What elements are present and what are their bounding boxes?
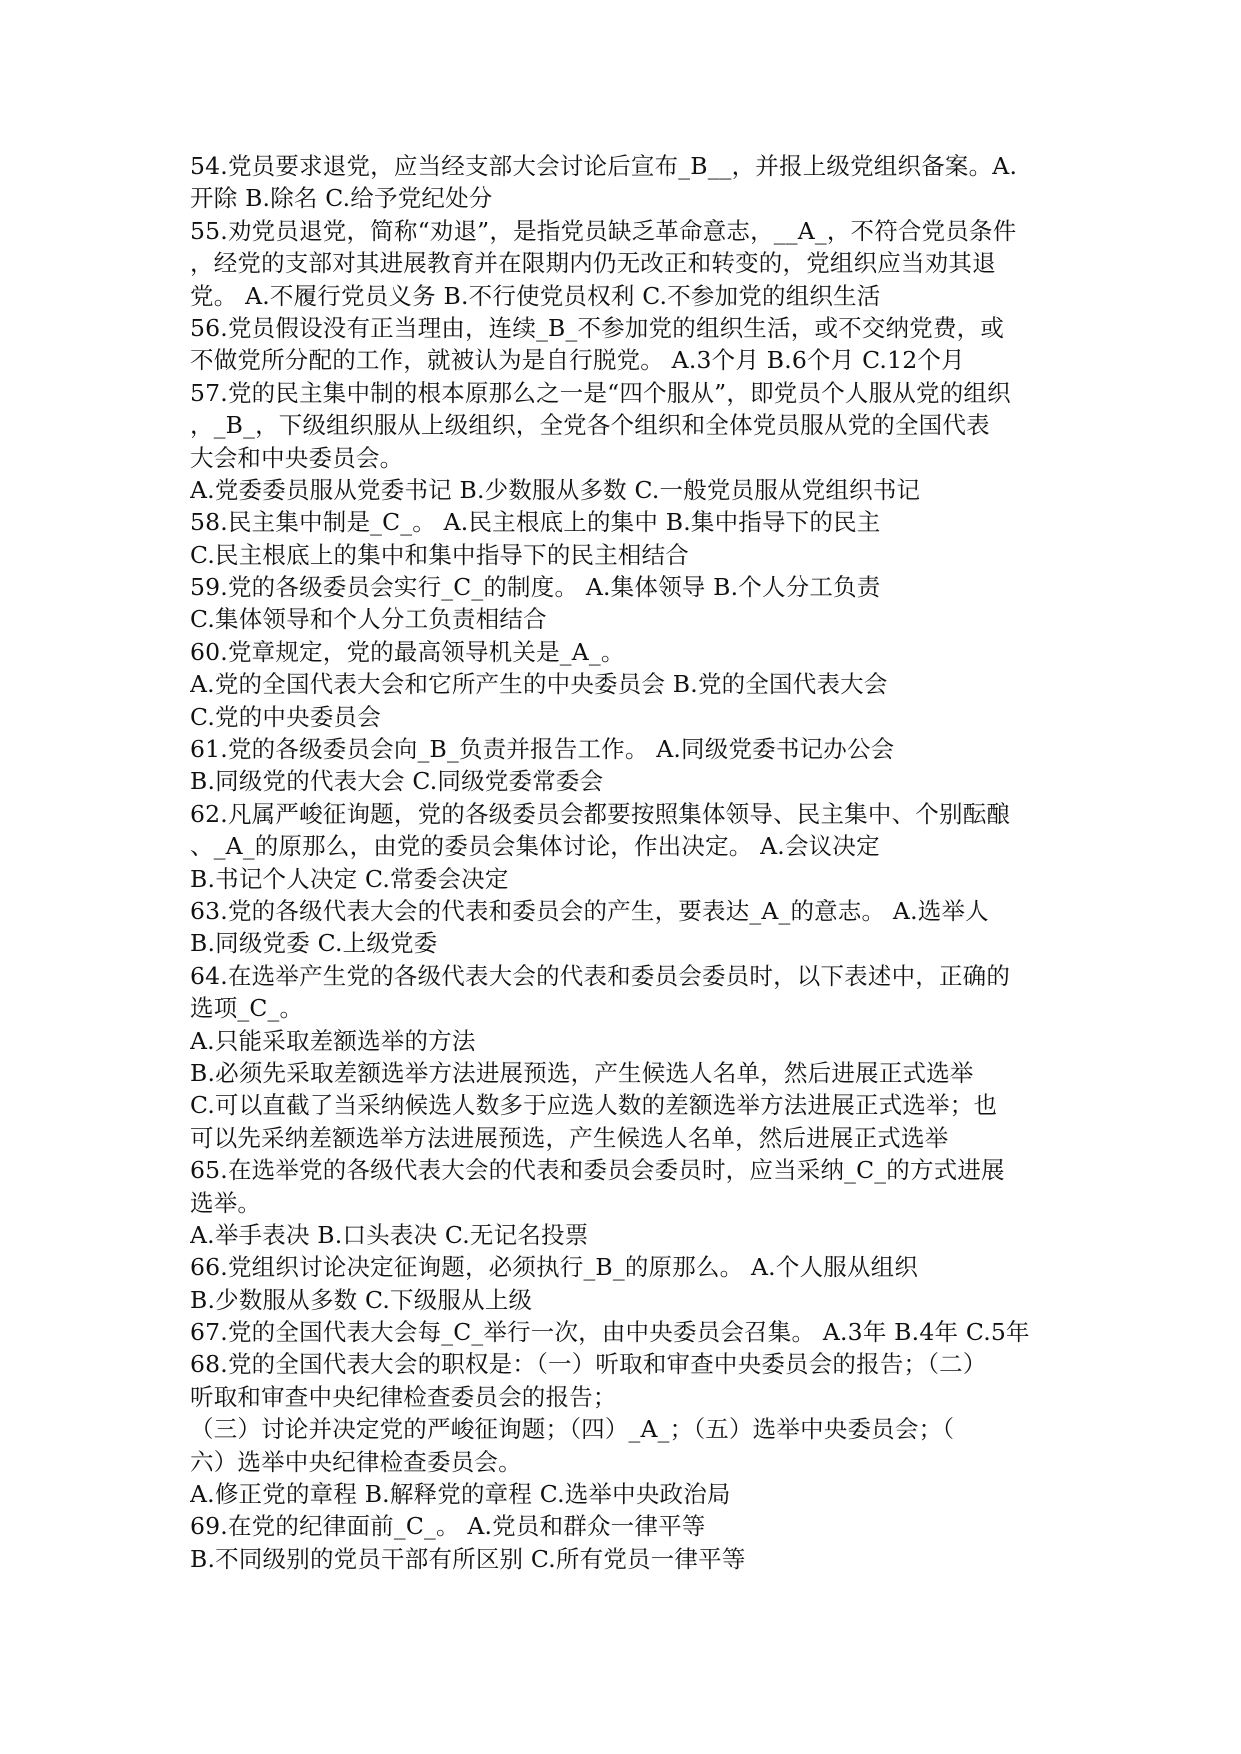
text-line: ，经党的支部对其进展教育并在限期内仍无改正和转变的，党组织应当劝其退 xyxy=(190,249,996,278)
text-line: 69.在党的纪律面前_C_。 A.党员和群众一律平等 xyxy=(190,1512,706,1541)
text-line: 可以先采纳差额选举方法进展预选，产生候选人名单，然后进展正式选举 xyxy=(190,1123,949,1152)
text-line: A.党的全国代表大会和它所产生的中央委员会 B.党的全国代表大会 xyxy=(190,670,888,699)
text-line: 65.在选举党的各级代表大会的代表和委员会委员时，应当采纳_C_的方式进展 xyxy=(190,1156,1005,1185)
text-line: 63.党的各级代表大会的代表和委员会的产生，要表达_A_的意志。 A.选举人 xyxy=(190,896,989,925)
text-line: B.同级党委 C.上级党委 xyxy=(190,929,438,958)
text-line: A.修正党的章程 B.解释党的章程 C.选举中央政治局 xyxy=(190,1480,731,1509)
text-line: 66.党组织讨论决定征询题，必须执行_B_的原那么。 A.个人服从组织 xyxy=(190,1253,919,1282)
text-line: 62.凡属严峻征询题，党的各级委员会都要按照集体领导、民主集中、个别酝酿 xyxy=(190,799,1011,828)
text-line: ，_B_，下级组织服从上级组织，全党各个组织和全体党员服从党的全国代表 xyxy=(190,411,990,440)
text-line: B.不同级别的党员干部有所区别 C.所有党员一律平等 xyxy=(190,1544,746,1573)
text-line: C.党的中央委员会 xyxy=(190,702,381,731)
text-line: 54.党员要求退党，应当经支部大会讨论后宣布_B__，并报上级党组织备案。A. xyxy=(190,152,1018,180)
text-line: （三）讨论并决定党的严峻征询题；（四）_A_；（五）选举中央委员会；（ xyxy=(190,1415,955,1444)
text-line: B.少数服从多数 C.下级服从上级 xyxy=(190,1285,533,1314)
text-line: C.集体领导和个人分工负责相结合 xyxy=(190,605,547,634)
text-line: C.可以直截了当采纳候选人数多于应选人数的差额选举方法进展正式选举；也 xyxy=(190,1091,998,1120)
text-line: 55.劝党员退党，简称“劝退”，是指党员缺乏革命意志，__A_，不符合党员条件 xyxy=(190,216,1017,245)
text-line: 六）选举中央纪律检查委员会。 xyxy=(190,1447,522,1476)
text-line: 68.党的全国代表大会的职权是：（一）听取和审查中央委员会的报告；（二） xyxy=(190,1350,987,1379)
text-line: 开除 B.除名 C.给予党纪处分 xyxy=(190,184,493,213)
text-line: 64.在选举产生党的各级代表大会的代表和委员会委员时，以下表述中，正确的 xyxy=(190,961,1011,990)
text-line: 不做党所分配的工作，就被认为是自行脱党。 A.3个月 B.6个月 C.12个月 xyxy=(190,346,965,375)
text-line: 58.民主集中制是_C_。 A.民主根底上的集中 B.集中指导下的民主 xyxy=(190,508,881,537)
text-line: A.党委委员服从党委书记 B.少数服从多数 C.一般党员服从党组织书记 xyxy=(190,475,921,504)
text-line: 大会和中央委员会。 xyxy=(190,443,404,472)
text-line: 61.党的各级委员会向_B_负责并报告工作。 A.同级党委书记办公会 xyxy=(190,735,895,764)
text-line: 党。 A.不履行党员义务 B.不行使党员权利 C.不参加党的组织生活 xyxy=(190,281,881,310)
text-line: A.只能采取差额选举的方法 xyxy=(190,1026,476,1055)
text-line: B.书记个人决定 C.常委会决定 xyxy=(190,864,509,893)
text-line: C.民主根底上的集中和集中指导下的民主相结合 xyxy=(190,540,690,569)
text-line: B.必须先采取差额选举方法进展预选，产生候选人名单，然后进展正式选举 xyxy=(190,1058,974,1087)
text-line: A.举手表决 B.口头表决 C.无记名投票 xyxy=(190,1220,589,1249)
text-line: 57.党的民主集中制的根本原那么之一是“四个服从”，即党员个人服从党的组织 xyxy=(190,378,1011,407)
text-line: 60.党章规定，党的最高领导机关是_A_。 xyxy=(190,637,625,666)
text-line: 56.党员假设没有正当理由，连续_B_不参加党的组织生活，或不交纳党费，或 xyxy=(190,313,1005,342)
text-line: 听取和审查中央纪律检查委员会的报告； xyxy=(190,1382,617,1411)
text-line: 59.党的各级委员会实行_C_的制度。 A.集体领导 B.个人分工负责 xyxy=(190,573,881,602)
text-line: 67.党的全国代表大会每_C_举行一次，由中央委员会召集。 A.3年 B.4年 C.5年 xyxy=(190,1318,1030,1347)
document-body xyxy=(190,150,1052,1575)
text-line: 选举。 xyxy=(190,1188,262,1217)
text-line: 、_A_的原那么，由党的委员会集体讨论，作出决定。 A.会议决定 xyxy=(190,832,880,861)
text-line: 选项_C_。 xyxy=(190,994,304,1023)
text-line: B.同级党的代表大会 C.同级党委常委会 xyxy=(190,767,604,796)
